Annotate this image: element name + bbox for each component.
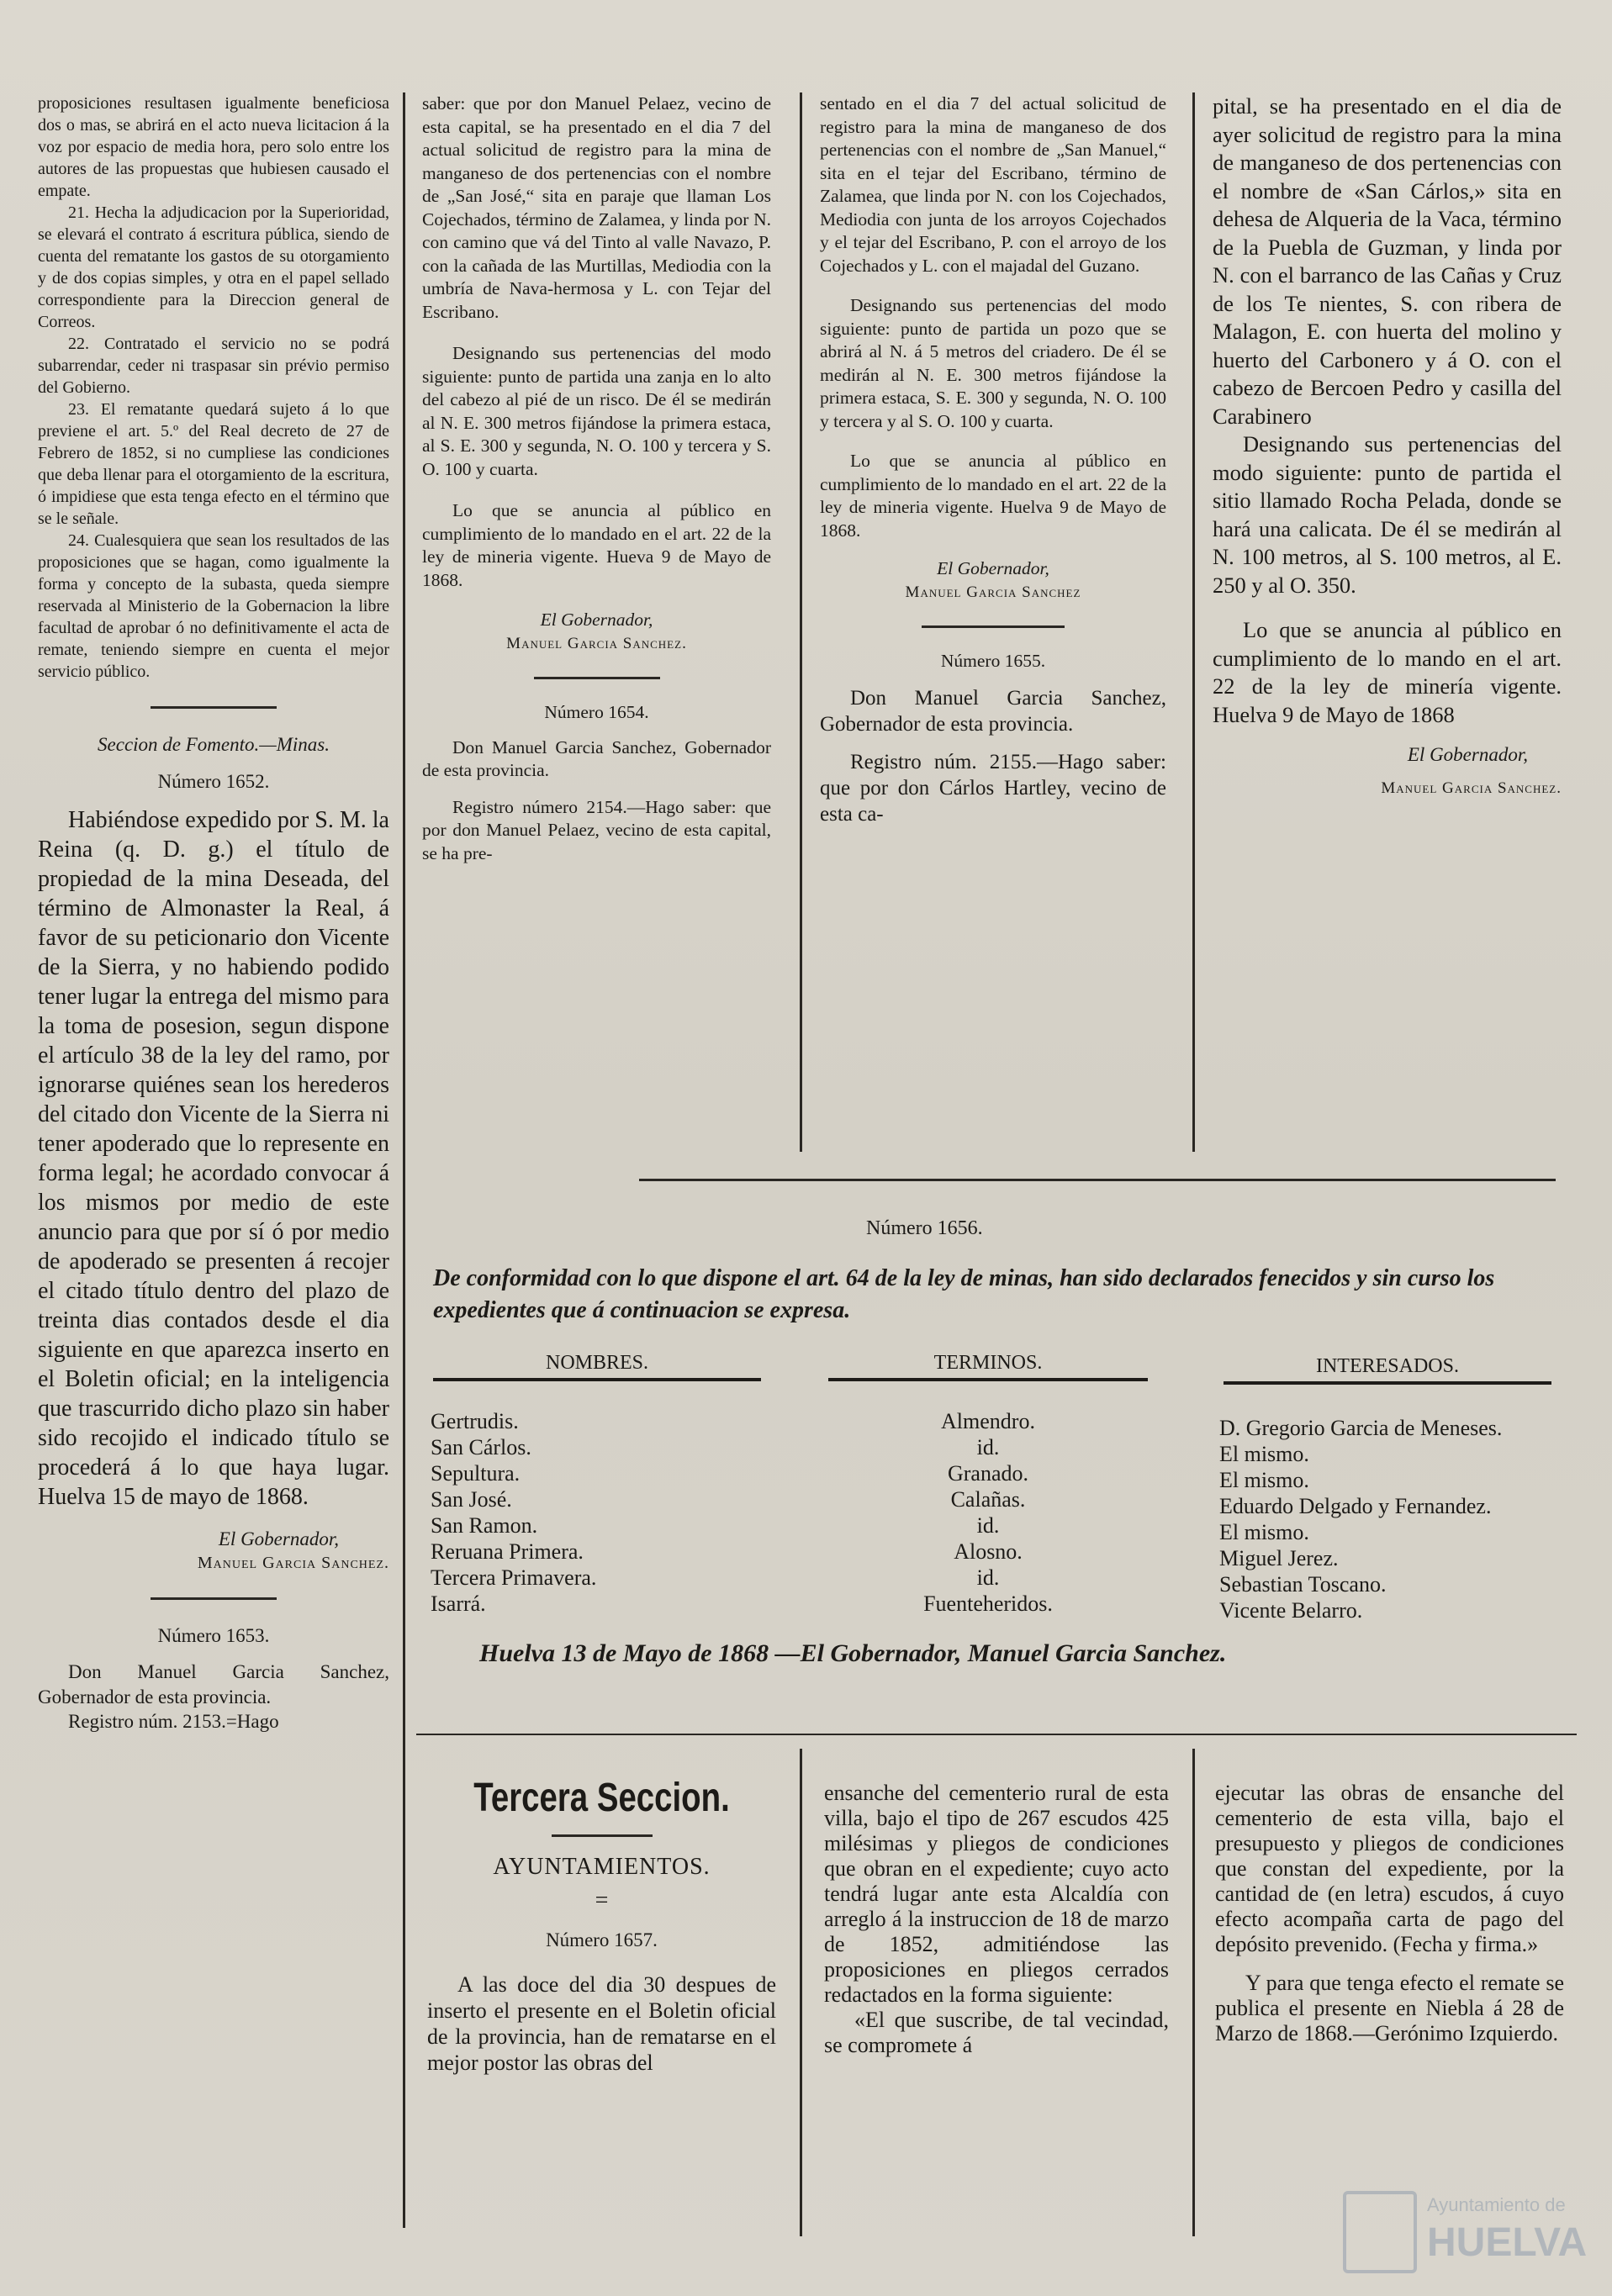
paragraph: Don Manuel Garcia Sanchez, Gobernador de esta provincia. [38, 1661, 389, 1707]
watermark-text: HUELVA [1427, 2220, 1588, 2265]
paragraph: 22. Contratado el servicio no se podrá subarrendar, ceder ni traspasar sin prévio permiso del Gobierno. [38, 335, 389, 397]
table-cell: El mismo. [1219, 1468, 1309, 1492]
column-divider [1192, 92, 1195, 1152]
gov-title: El Gobernador, [937, 558, 1049, 578]
column-divider [800, 1749, 802, 2236]
paragraph: Don Manuel Garcia Sanchez, Gobernador de esta provincia. [820, 686, 1166, 736]
double-rule: = [595, 1887, 609, 1913]
shield-icon [1343, 2191, 1417, 2273]
table-cell: Tercera Primavera. [431, 1565, 597, 1590]
paragraph: Registro núm. 2155.—Hago saber: que por don Cárlos Hartley, vecino de esta ca- [820, 750, 1166, 826]
separator [922, 625, 1065, 628]
notice-number: Número 1656. [866, 1217, 983, 1239]
table-cell: Isarrá. [431, 1591, 486, 1616]
table-cell: Reruana Primera. [431, 1539, 584, 1564]
table-cell: Eduardo Delgado y Fernandez. [1219, 1494, 1492, 1518]
table-cell: San Ramon. [431, 1513, 538, 1538]
paragraph: Don Manuel Garcia Sanchez, Gobernador de esta provincia. [422, 736, 771, 780]
header-nombres: NOMBRES. [433, 1352, 761, 1381]
column-2 [422, 92, 771, 865]
paragraph: sentado en el dia 7 del actual solicitud de registro para la mina de manganeso de dos pertenencias con el nombre de „San Manuel,“ sita en el tejar del Escribano, término de Zalamea, que linda por N. con los Cojechados, Mediodia con junta de los arroyos Cojechados y el tejar del Escribano, P. con el arroyo de los Cojechados y L. con el majadal del Guzano. [820, 93, 1166, 276]
terminos-list [828, 1408, 1148, 1617]
table-cell: id. [976, 1565, 1000, 1590]
column-3 [820, 92, 1166, 827]
paragraph: Designando sus pertenencias del modo siguiente: punto de partida el sitio llamado Rocha Pelada, donde se hará una calicata. De él se medirán al N. 100 metros, al S. 100 metros, al E. 250 y al O. 350. [1213, 431, 1562, 598]
table-cell: D. Gregorio Garcia de Meneses. [1219, 1416, 1503, 1440]
table-cell: Sebastian Toscano. [1219, 1572, 1387, 1597]
gov-name: Manuel Garcia Sanchez [905, 583, 1081, 601]
gov-title: El Gobernador, [540, 610, 653, 630]
gov-name: Manuel Garcia Sanchez. [197, 1553, 389, 1572]
notice-number: Número 1652. [157, 770, 270, 792]
nombres-list [431, 1408, 750, 1617]
table-cell: Miguel Jerez. [1219, 1546, 1339, 1570]
paragraph: 23. El rematante quedará sujeto á lo que previene el art. 5.º del Real decreto de 27 de Febrero de 1852, si no cumpliese las condiciones que deba llenar para el otorgamiento de la escritura, ó impidiese que esta tenga efecto en el término que se le señale. [38, 400, 389, 528]
table-cell: Calañas. [950, 1487, 1026, 1512]
header-terminos: TERMINOS. [828, 1352, 1148, 1381]
paragraph: Lo que se anuncia al público en cumplimiento de lo mando en el art. 22 de la ley de minería vigente. Huelva 9 de Mayo de 1868 [1213, 617, 1562, 727]
separator [151, 1597, 277, 1600]
tercera-col-2 [824, 1781, 1169, 2058]
tercera-title: Tercera Seccion. [473, 1776, 730, 1820]
gov-title: El Gobernador, [218, 1528, 339, 1549]
paragraph: ejecutar las obras de ensanche del cementerio de esta villa, bajo el presupuesto y pliegos de condiciones que constan del expediente, por la cantidad de (en letra) escudos, á cuyo efecto acompaña carta de pago del depósito prevenido. (Fecha y firma.» [1215, 1781, 1564, 1956]
table-cell: id. [976, 1513, 1000, 1538]
watermark-logo [1343, 2183, 1595, 2275]
table-cell: San José. [431, 1487, 512, 1512]
notice-footer: Huelva 13 de Mayo de 1868 —El Gobernador, Manuel Garcia Sanchez. [479, 1639, 1227, 1667]
separator [552, 1834, 653, 1837]
column-4 [1213, 92, 1562, 802]
tercera-subtitle: AYUNTAMIENTOS. [493, 1854, 711, 1880]
gov-name: Manuel Garcia Sanchez. [506, 634, 687, 652]
tercera-col-1 [427, 1774, 776, 2076]
table-cell: Granado. [947, 1461, 1028, 1486]
table-cell: Sepultura. [431, 1461, 521, 1486]
paragraph: «El que suscribe, de tal vecindad, se compromete á [824, 2008, 1169, 2057]
table-cell: El mismo. [1219, 1442, 1309, 1466]
separator [151, 706, 277, 709]
notice-number: Número 1657. [546, 1929, 658, 1950]
paragraph: 24. Cualesquiera que sean los resultados de las proposiciones que se hagan, como igualmente la forma y concepto de la subasta, queda siempre reservada al Ministerio de la Gobernacion la libre facultad de aprobar ó no definitivamente el acta de remate, teniendo siempre en cuenta el mejor servicio público. [38, 531, 389, 681]
paragraph: saber: que por don Manuel Pelaez, vecino de esta capital, se ha presentado en el dia 7 del actual solicitud de registro para la mina de manganeso de dos pertenencias con el nombre de „San José,“ sita en paraje que llaman Los Cojechados, término de Zalamea, y linda por N. con camino que vá del Tinto al valle Navazo, P. con la cañada de las Murtillas, Mediodia con la umbría de Nava-hermosa y L. con Tejar del Escribano. [422, 93, 771, 322]
column-divider [403, 1757, 405, 2228]
paragraph: Registro núm. 2153.=Hago [68, 1711, 279, 1732]
interesados-list [1219, 1415, 1572, 1623]
paragraph: Lo que se anuncia al público en cumplimiento de lo mandado en el art. 22 de la ley de mineria vigente. Huelva 9 de Mayo de 1868. [820, 451, 1166, 541]
column-divider [1192, 1749, 1195, 2236]
notice-intro: De conformidad con lo que dispone el art. 64 de la ley de minas, han sido declarados fenecidos y sin curso los expedientes que á continuacion se expresa. [433, 1265, 1495, 1323]
table-cell: Vicente Belarro. [1219, 1598, 1363, 1623]
watermark-text: Ayuntamiento de [1427, 2194, 1566, 2215]
tercera-col-3 [1215, 1781, 1564, 2046]
table-cell: id. [976, 1435, 1000, 1459]
column-1 [38, 92, 389, 1734]
column-divider [403, 92, 405, 1774]
table-cell: Almendro. [941, 1409, 1035, 1433]
notice-number: Número 1653. [157, 1624, 270, 1646]
paragraph: Lo que se anuncia al público en cumplimiento de lo mandado en el art. 22 de la ley de mineria vigente. Hueva 9 de Mayo de 1868. [422, 500, 771, 590]
paragraph: 21. Hecha la adjudicacion por la Superioridad, se elevará el contrato á escritura pública, siendo de cuenta del rematante los gastos de su otorgamiento y de dos copias simples, y otra en el papel sellado correspondiente para la Direccion general de Correos. [38, 203, 389, 331]
separator [534, 677, 660, 679]
paragraph: ensanche del cementerio rural de esta villa, bajo el tipo de 267 escudos 425 milésimas y pliegos de condiciones que obran en el expediente; cuyo acto tendrá lugar ante esta Alcaldía con arreglo á la instruccion de 18 de marzo de 1852, admitiéndose las proposiciones en pliegos cerrados redactados en la forma siguiente: [824, 1781, 1169, 2007]
notice-number: Número 1655. [940, 651, 1046, 671]
section-title: Seccion de Fomento.—Minas. [98, 734, 330, 755]
paragraph: Designando sus pertenencias del modo siguiente: punto de partida una zanja en lo alto del cabezo al pié de un risco. De él se medirán al N. E. 300 metros fijándose la primera estaca, al S. E. 300 y segunda, N. O. 100 y tercera y S. O. 100 y cuarta. [422, 343, 771, 479]
paragraph: Habiéndose expedido por S. M. la Reina (q. D. g.) el título de propiedad de la mina Deseada, del término de Almonaster la Real, á favor de su peticionario don Vicente de la Sierra, y no habiendo podido tener lugar la entrega del mismo para la toma de posesion, segun dispone el artículo 38 de la ley del ramo, por ignorarse quiénes sean los herederos del citado don Vicente de la Sierra ni tener apoderado que lo represente en forma legal; he acordado convocar á los mismos por medio de este anuncio para que por sí ó por medio de apoderado se presenten á recojer el citado título dentro del plazo de treinta dias contados desde el dia siguiente en que aparezca inserto en el Boletin oficial; en la inteligencia que trascurrido dicho plazo sin haber sido recojido el indicado título se procederá á lo que haya lugar. Huelva 15 de mayo de 1868. [38, 807, 389, 1510]
table-cell: San Cárlos. [431, 1435, 531, 1459]
notice-number: Número 1654. [544, 702, 649, 722]
table-cell: Alosno. [954, 1539, 1023, 1564]
table-cell: Gertrudis. [431, 1409, 519, 1433]
table-cell: El mismo. [1219, 1520, 1309, 1544]
paragraph: pital, se ha presentado en el dia de ayer solicitud de registro para la mina de manganeso de dos pertenencias con el nombre de «San Cárlos,» sita en dehesa de Alqueria de la Vaca, término de la Puebla de Guzman, y linda por N. con el barranco de las Cañas y Cruz de los Te nientes, S. con ribera de Malagon, E. con huerta del molino y huerto del Carbonero y á O. con el cabezo de Bercoen Pedro y casilla del Carabinero [1213, 93, 1562, 429]
section-rule [639, 1179, 1556, 1181]
gov-name: Manuel Garcia Sanchez. [1381, 779, 1562, 797]
gov-title: El Gobernador, [1407, 744, 1528, 765]
column-divider [800, 92, 802, 1152]
table-cell: Fuenteheridos. [923, 1591, 1053, 1616]
section-rule [416, 1734, 1577, 1735]
header-interesados: INTERESADOS. [1224, 1355, 1551, 1385]
paragraph: Designando sus pertenencias del modo siguiente: punto de partida un pozo que se abrirá al N. á 5 metros del criadero. De él se medirán al N. E. 300 metros fijándose la primera estaca, S. E. 300 y segunda, N. O. 100 y tercera y al S. O. 100 y cuarta. [820, 295, 1166, 431]
paragraph: A las doce del dia 30 despues de inserto el presente en el Boletin oficial de la provincia, han de rematarse en el mejor postor las obras del [427, 1972, 776, 2075]
paragraph: Y para que tenga efecto el remate se publica el presente en Niebla á 28 de Marzo de 1868.—Gerónimo Izquierdo. [1215, 1971, 1564, 2045]
paragraph: Registro número 2154.—Hago saber: que por don Manuel Pelaez, vecino de esta capital, se ha pre- [422, 796, 771, 863]
paragraph: proposiciones resultasen igualmente beneficiosa dos o mas, se abrirá en el acto nueva licitacion á la voz por espacio de media hora, pero solo entre los autores de las propuestas que hubiesen causado el empate. [38, 94, 389, 200]
